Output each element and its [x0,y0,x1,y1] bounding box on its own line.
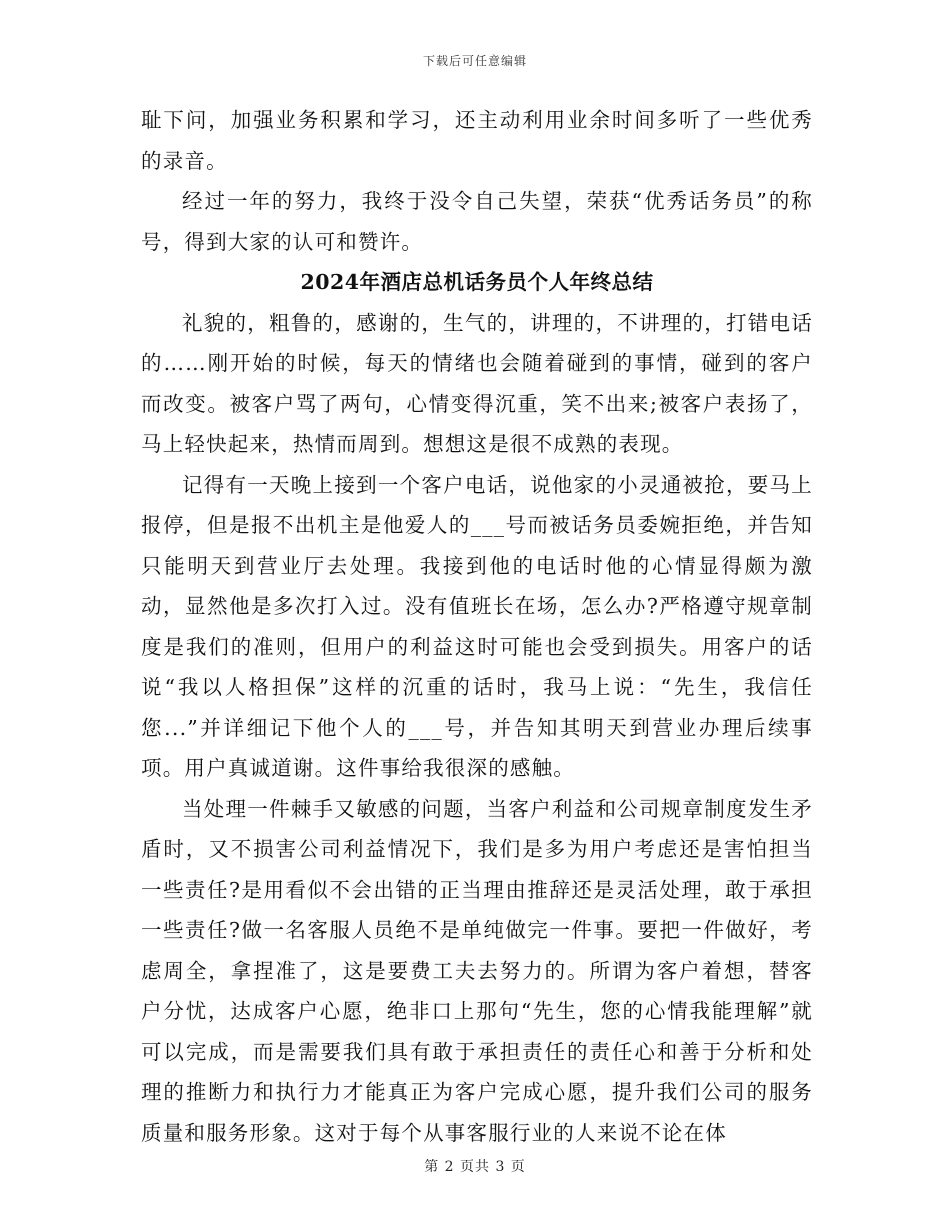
section-title: 2024年酒店总机话务员个人年终总结 [300,270,654,294]
paragraph-award: 经过一年的努力，我终于没令自己失望，荣获“优秀话务员”的称号，得到大家的认可和赞许。 [141,189,813,254]
page-header: 下载后可任意编辑 [422,54,527,68]
paragraph-story: 记得有一天晚上接到一个客户电话，说他家的小灵通被抢，要马上报停，但是报不出机主是他爱人的___号而被话务员委婉拒绝，并告知只能明天到营业厅去处理。我接到他的电话时他的心情显得颇为激动，显然他是多次打入过。没有值班长在场，怎么办?严格遵守规章制度是我们的准则，但用户的利益这时可能也会受到损失。用客户的话说“我以人格担保”这样的沉重的话时，我马上说：“先生，我信任您...”并详细记下他个人的___号，并告知其明天到营业办理后续事项。用户真诚道谢。这件事给我很深的感触。 [141,472,813,780]
paragraph-customers: 礼貌的，粗鲁的，感谢的，生气的，讲理的，不讲理的，打错电话的……刚开始的时候，每天的情绪也会随着碰到的事情，碰到的客户而改变。被客户骂了两句，心情变得沉重，笑不出来;被客户表扬了，马上轻快起来，热情而周到。想想这是很不成熟的表现。 [141,310,813,456]
paragraph-reflection: 当处理一件棘手又敏感的问题，当客户利益和公司规章制度发生矛盾时，又不损害公司利益情况下，我们是多为用户考虑还是害怕担当一些责任?是用看似不会出错的正当理由推辞还是灵活处理，敢于承担一些责任?做一名客服人员绝不是单纯做完一件事。要把一件做好，考虑周全，拿捏准了，这是要费工夫去努力的。所谓为客户着想，替客户分忧，达成客户心愿，绝非口上那句“先生，您的心情我能理解”就可以完成，而是需要我们具有敢于承担责任的责任心和善于分析和处理的推断力和执行力才能真正为客户完成心愿，提升我们公司的服务质量和服务形象。这对于每个从事客服行业的人来说不论在体 [141,796,813,1145]
paragraph-continuation: 耻下问，加强业务积累和学习，还主动利用业余时间多听了一些优秀的录音。 [141,108,813,173]
document-body [141,100,813,1153]
page-footer: 第 2 页共 3 页 [424,1159,526,1175]
